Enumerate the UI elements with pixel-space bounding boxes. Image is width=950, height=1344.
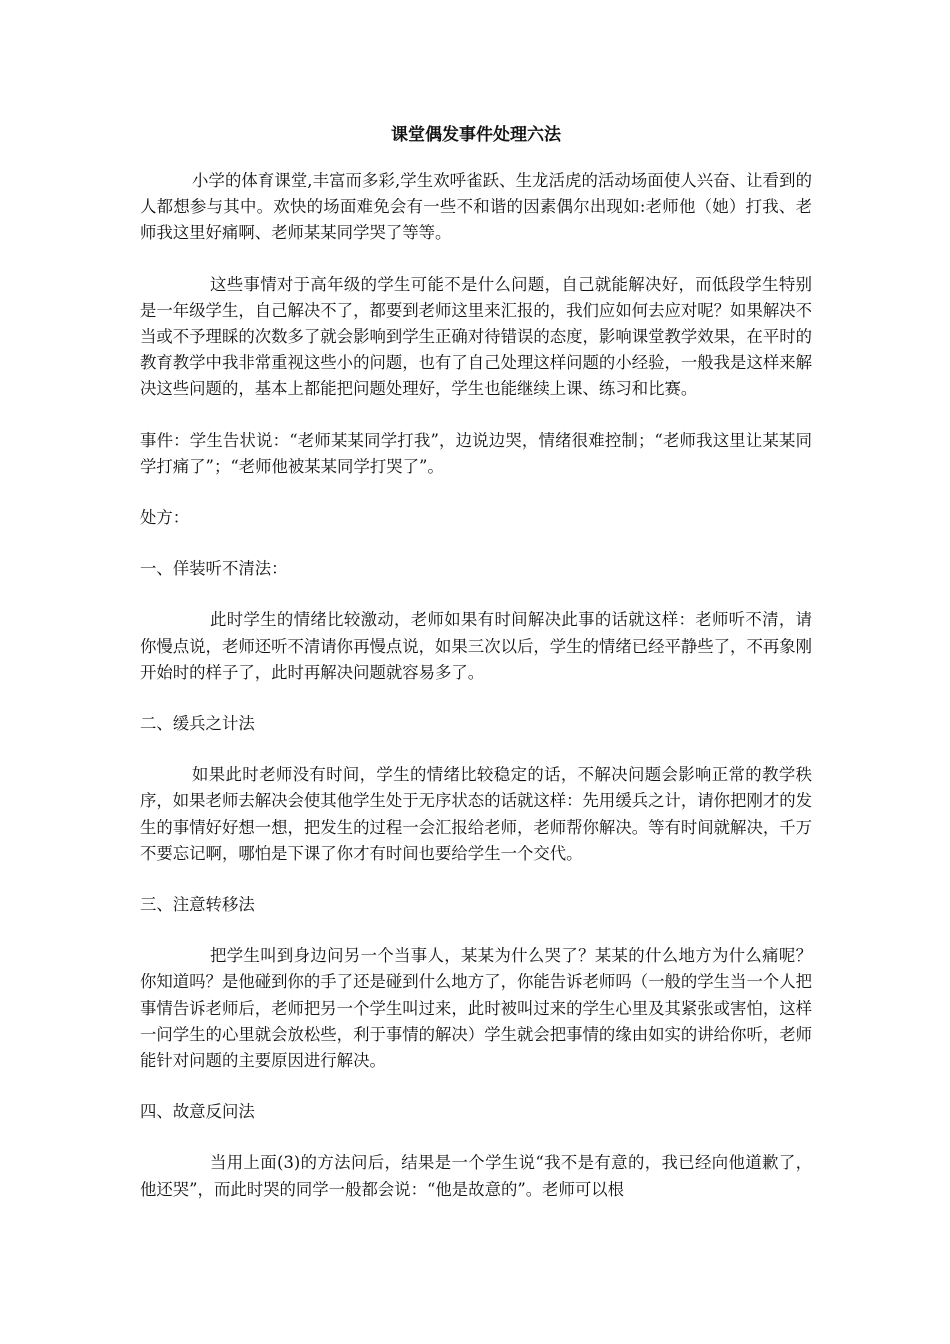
method-4-paragraph: 当用上面(3)的方法问后，结果是一个学生说“我不是有意的，我已经向他道歉了，他还哭”，而此时哭的同学一般都会说：“他是故意的”。老师可以根 (140, 1153, 812, 1199)
prescription-label: 处方： (140, 508, 190, 528)
intro-paragraph-2: 这些事情对于高年级的学生可能不是什么问题，自己就能解决好，而低段学生特别是一年级学生，自己解决不了，都要到老师这里来汇报的，我们应如何去应对呢？如果解决不当或不予理睬的次数多了就会影响到学生正确对待错误的态度，影响课堂教学效果，在平时的教育教学中我非常重视这些小的问题，也有了自己处理这样问题的小经验，一般我是这样来解决这些问题的，基本上都能把问题处理好，学生也能继续上课、练习和比赛。 (140, 274, 813, 399)
method-1-paragraph: 此时学生的情绪比较激动，老师如果有时间解决此事的话就这样：老师听不清，请你慢点说，老师还听不清请你再慢点说，如果三次以后，学生的情绪已经平静些了，不再象刚开始时的样子了，此时再解决问题就容易多了。 (140, 610, 813, 682)
method-3-paragraph: 把学生叫到身边问另一个当事人，某某为什么哭了？某某的什么地方为什么痛呢？你知道吗？是他碰到你的手了还是碰到什么地方了，你能告诉老师吗（一般的学生当一个人把事情告诉老师后，老师把另一个学生叫过来，此时被叫过来的学生心里及其紧张或害怕，这样一问学生的心里就会放松些，利于事情的解决）学生就会把事情的缘由如实的讲给你听，老师能针对问题的主要原因进行解决。 (140, 946, 813, 1071)
method-3-heading: 三、注意转移法 (140, 895, 255, 915)
method-4-heading: 四、故意反问法 (140, 1102, 255, 1122)
intro-paragraph-1: 小学的体育课堂,丰富而多彩,学生欢呼雀跃、生龙活虎的活动场面使人兴奋、让看到的人都想参与其中。欢快的场面难免会有一些不和谐的因素偶尔出现如:老师他（她）打我、老师我这里好痛啊、老师某某同学哭了等等。 (140, 171, 812, 243)
document-title: 课堂偶发事件处理六法 (391, 125, 561, 145)
document-body (140, 122, 812, 1228)
event-paragraph: 事件：学生告状说：“老师某某同学打我”，边说边哭，情绪很难控制；“老师我这里让某某同学打痛了”；“老师他被某某同学打哭了”。 (140, 430, 812, 476)
method-1-heading: 一、佯装听不清法： (140, 559, 288, 579)
method-2-heading: 二、缓兵之计法 (140, 714, 255, 734)
method-2-paragraph: 如果此时老师没有时间，学生的情绪比较稳定的话，不解决问题会影响正常的教学秩序，如果老师去解决会使其他学生处于无序状态的话就这样：先用缓兵之计，请你把刚才的发生的事情好好想一想，把发生的过程一会汇报给老师，老师帮你解决。等有时间就解决，千万不要忘记啊，哪怕是下课了你才有时间也要给学生一个交代。 (140, 765, 813, 863)
